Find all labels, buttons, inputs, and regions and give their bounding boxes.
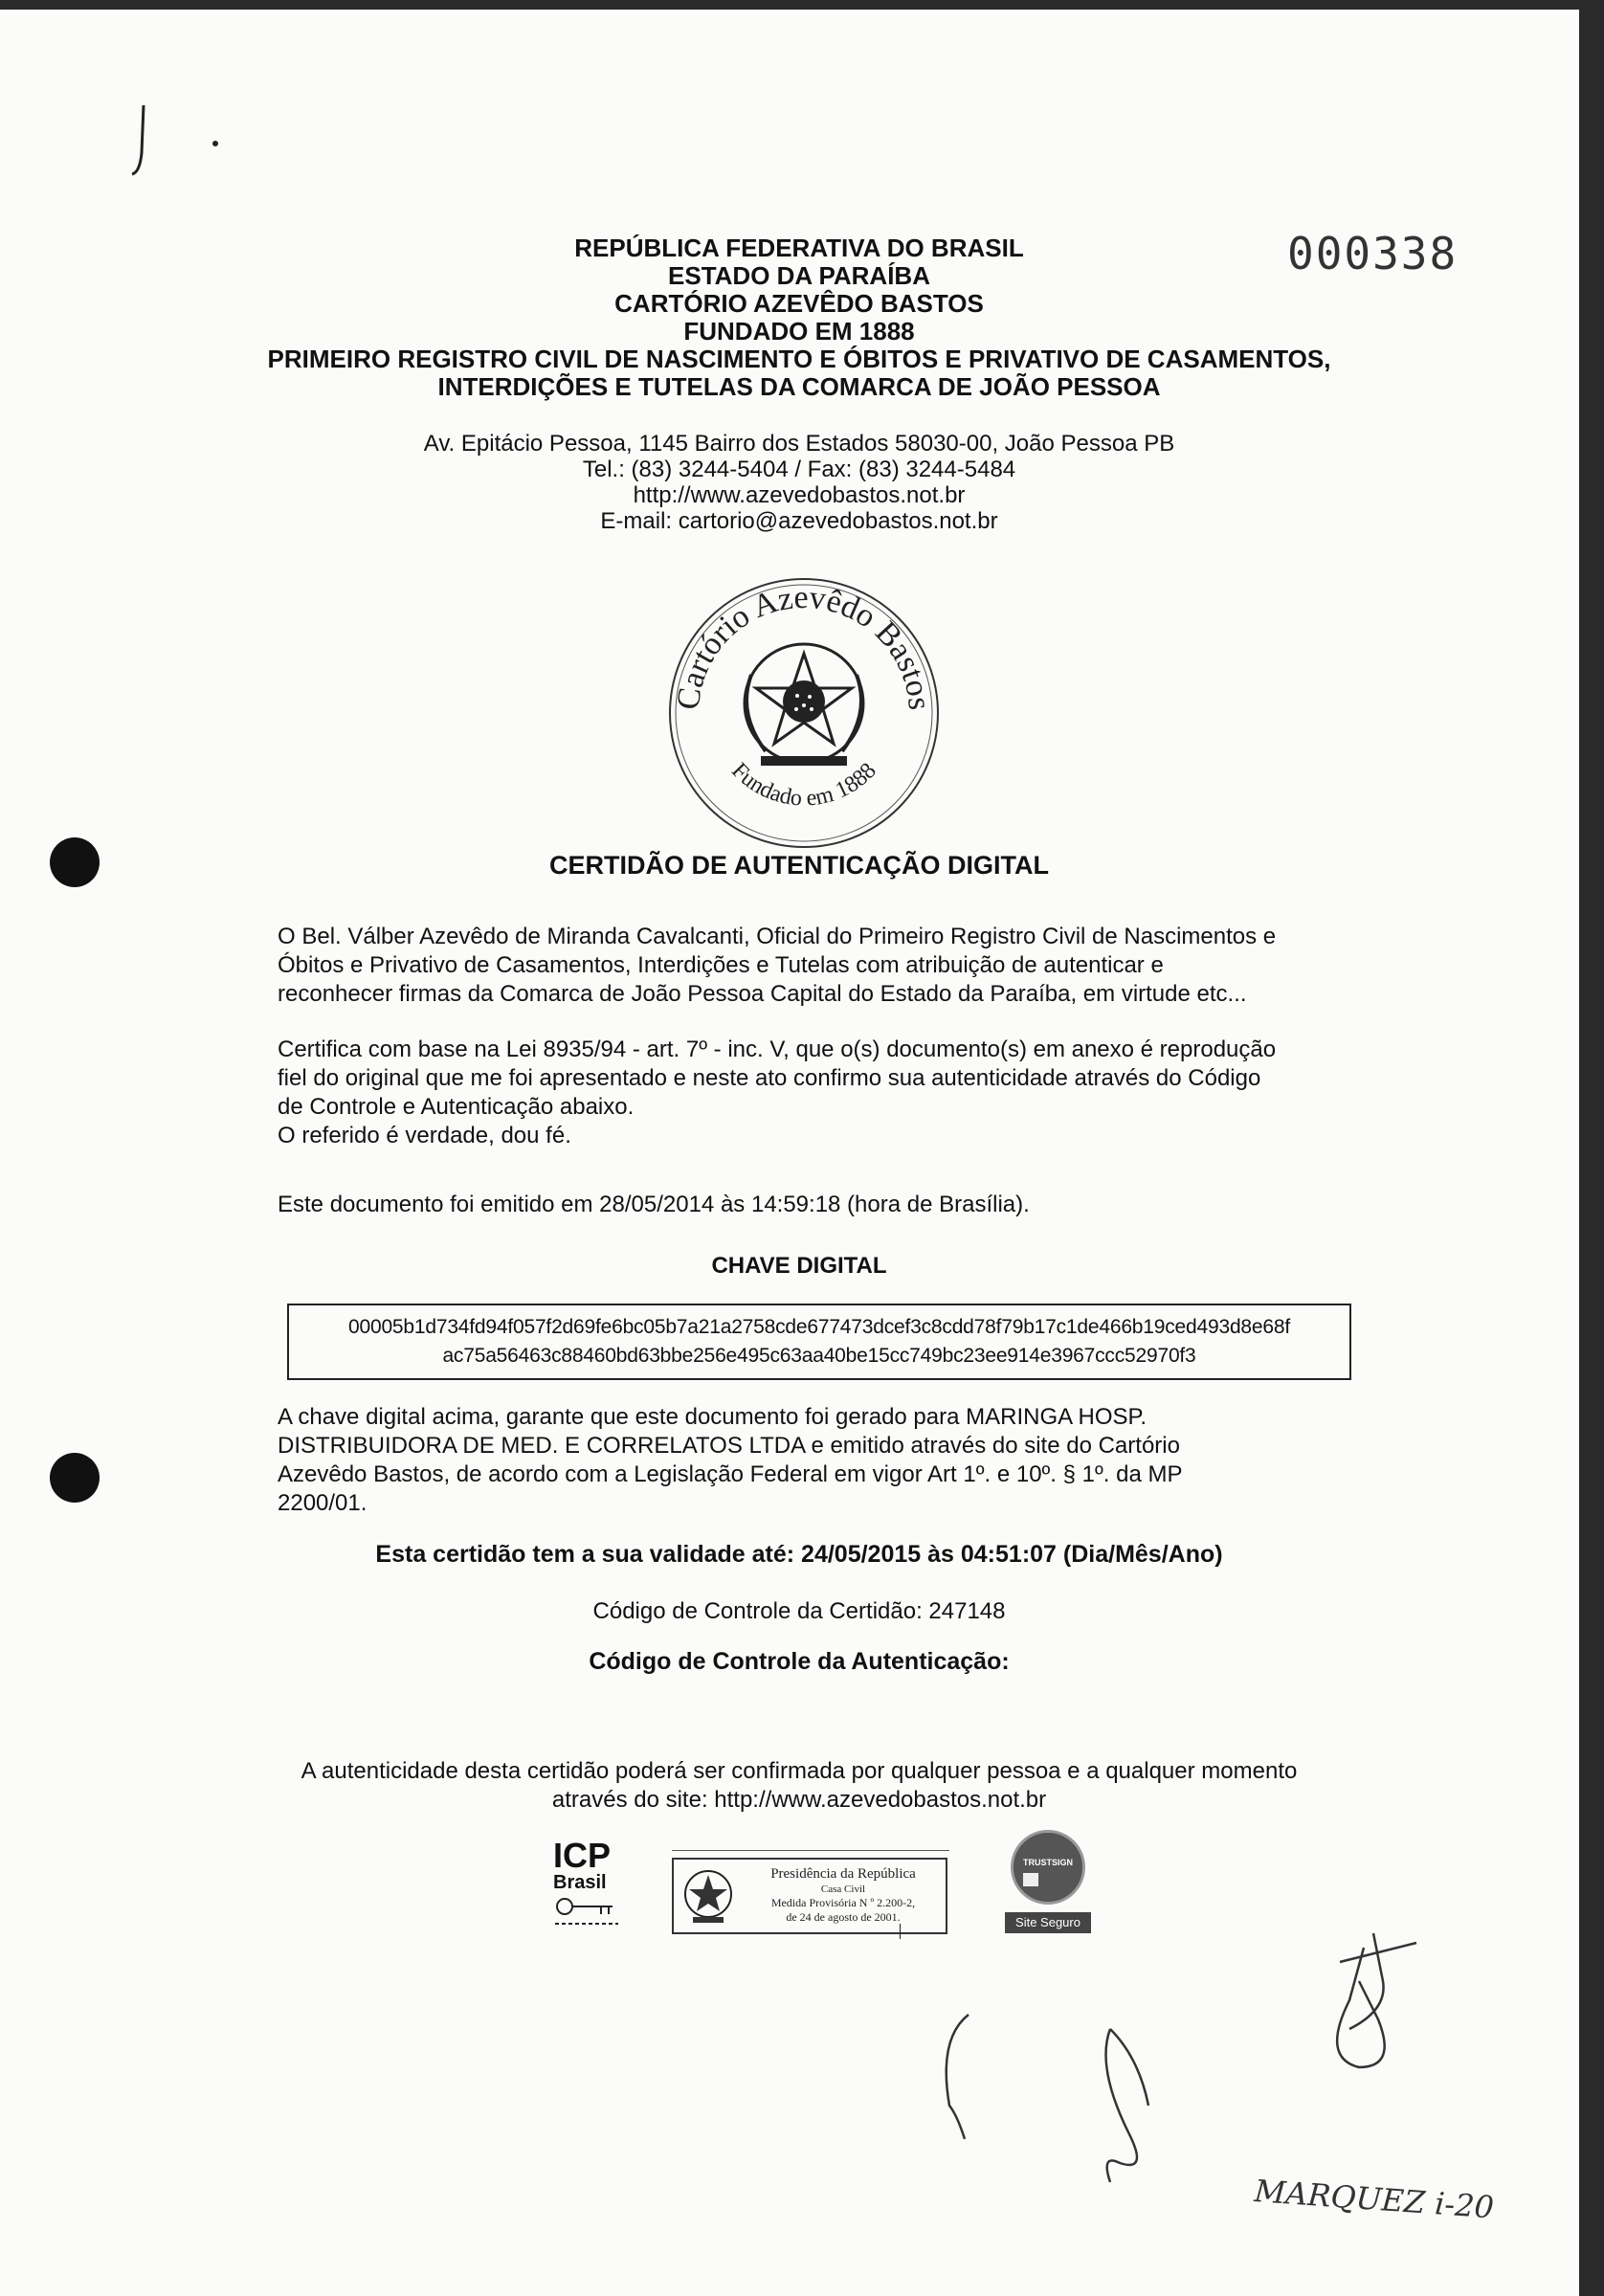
casa-civil-text: Casa Civil: [820, 1884, 866, 1895]
cartorio-seal: [660, 569, 947, 857]
seal-bottom-text: Fundado em 1888: [726, 758, 881, 812]
presidencia-text: Presidência da República: [770, 1866, 916, 1882]
coat-of-arms-icon: [745, 644, 863, 766]
key-icon: [553, 1893, 620, 1931]
header-founded: FUNDADO EM 1888: [683, 317, 915, 346]
document-number-stamp: 000338: [1287, 228, 1459, 279]
paragraph-official-line: reconhecer firmas da Comarca de João Pessoa Capital do Estado da Paraíba, em virtude etc...: [278, 981, 1247, 1007]
paragraph-certifies-line: de Controle e Autenticação abaixo.: [278, 1094, 635, 1120]
issued-date: Este documento foi emitido em 28/05/2014 às 14:59:18 (hora de Brasília).: [278, 1192, 1030, 1217]
icp-logo-subtext: Brasil: [553, 1872, 607, 1893]
medida-date-text: de 24 de agosto de 2001.: [786, 1910, 901, 1924]
address-street: Av. Epitácio Pessoa, 1145 Bairro dos Estados 58030-00, João Pessoa PB: [423, 431, 1175, 457]
icp-brasil-logo: [553, 1836, 630, 1940]
checkmark-icon: [1023, 1873, 1038, 1886]
paragraph-key-guarantee-line: Azevêdo Bastos, de acordo com a Legislação Federal em vigor Art 1º. e 10º. § 1º. da MP: [278, 1461, 1183, 1487]
header-republic: REPÚBLICA FEDERATIVA DO BRASIL: [574, 234, 1024, 262]
digital-key-line: ac75a56463c88460bd63bbe256e495c63aa40be15cc749bc23ee914e3967ccc52970f3: [442, 1345, 1196, 1367]
footer-authenticity: [191, 1757, 1407, 1815]
site-seguro-label: Site Seguro: [1005, 1912, 1091, 1933]
paragraph-key-guarantee-line: 2200/01.: [278, 1490, 368, 1516]
brasao-icon: [679, 1865, 737, 1927]
handwritten-note: MARQUEZ i-20: [1253, 2173, 1496, 2226]
paragraph-official-line: O Bel. Válber Azevêdo de Miranda Cavalcanti, Oficial do Primeiro Registro Civil de Nascimentos e: [278, 924, 1277, 949]
address-phone: Tel.: (83) 3244-5404 / Fax: (83) 3244-5484: [582, 457, 1016, 482]
digital-key-line: 00005b1d734fd94f057f2d69fe6bc05b7a21a2758cde677473dcef3c8cdd78f79b17c1de466b19ced493d8e68f: [348, 1316, 1290, 1338]
footer-authenticity-line: A autenticidade desta certidão poderá ser confirmada por qualquer pessoa e a qualquer momento: [301, 1758, 1298, 1784]
digital-key-title: CHAVE DIGITAL: [711, 1253, 887, 1279]
paragraph-official-line: Óbitos e Privativo de Casamentos, Interdições e Tutelas com atribuição de autenticar e: [278, 952, 1164, 978]
header-registry-line2: INTERDIÇÕES E TUTELAS DA COMARCA DE JOÃO PESSOA: [437, 372, 1161, 401]
pen-mark-top-left: [115, 96, 230, 191]
auth-code-label: Código de Controle da Autenticação:: [589, 1648, 1010, 1675]
digital-key-box: [287, 1304, 1351, 1380]
punch-hole: [50, 837, 100, 887]
punch-hole: [50, 1453, 100, 1503]
paragraph-certifies: [278, 1036, 1349, 1150]
trustsign-text: TRUSTSIGN: [1022, 1858, 1073, 1867]
address-email: E-mail: cartorio@azevedobastos.not.br: [600, 508, 998, 534]
certificate-title: CERTIDÃO DE AUTENTICAÇÃO DIGITAL: [549, 851, 1049, 880]
medida-provisoria-text: Medida Provisória N º 2.200-2,: [770, 1896, 916, 1909]
handwritten-signatures: [900, 1924, 1503, 2240]
paragraph-key-guarantee: [278, 1403, 1349, 1518]
header-office: CARTÓRIO AZEVÊDO BASTOS: [614, 289, 984, 318]
paragraph-certifies-line: Certifica com base na Lei 8935/94 - art. 7º - inc. V, que o(s) documento(s) em anexo é reprodução: [278, 1037, 1277, 1062]
header-state: ESTADO DA PARAÍBA: [668, 261, 930, 290]
paragraph-key-guarantee-line: DISTRIBUIDORA DE MED. E CORRELATOS LTDA e emitido através do site do Cartório: [278, 1433, 1180, 1459]
control-code: Código de Controle da Certidão: 247148: [592, 1598, 1006, 1624]
paragraph-certifies-line: O referido é verdade, dou fé.: [278, 1123, 571, 1148]
header-registry-line1: PRIMEIRO REGISTRO CIVIL DE NASCIMENTO E ÓBITOS E PRIVATIVO DE CASAMENTOS,: [267, 345, 1331, 373]
seal-top-text: Cartório Azevêdo Bastos: [670, 579, 938, 712]
paragraph-certifies-line: fiel do original que me foi apresentado e neste ato confirmo sua autenticidade através do Código: [278, 1065, 1261, 1091]
paragraph-official: [278, 923, 1349, 1009]
paragraph-key-guarantee-line: A chave digital acima, garante que este documento foi gerado para MARINGA HOSP.: [278, 1404, 1147, 1430]
footer-authenticity-line: através do site: http://www.azevedobastos.not.br: [551, 1787, 1047, 1813]
validity-statement: Esta certidão tem a sua validade até: 24/05/2015 às 04:51:07 (Dia/Mês/Ano): [375, 1541, 1223, 1568]
address-website: http://www.azevedobastos.not.br: [633, 482, 966, 508]
icp-logo-text: ICP: [553, 1836, 612, 1875]
document-page: [0, 10, 1579, 2296]
